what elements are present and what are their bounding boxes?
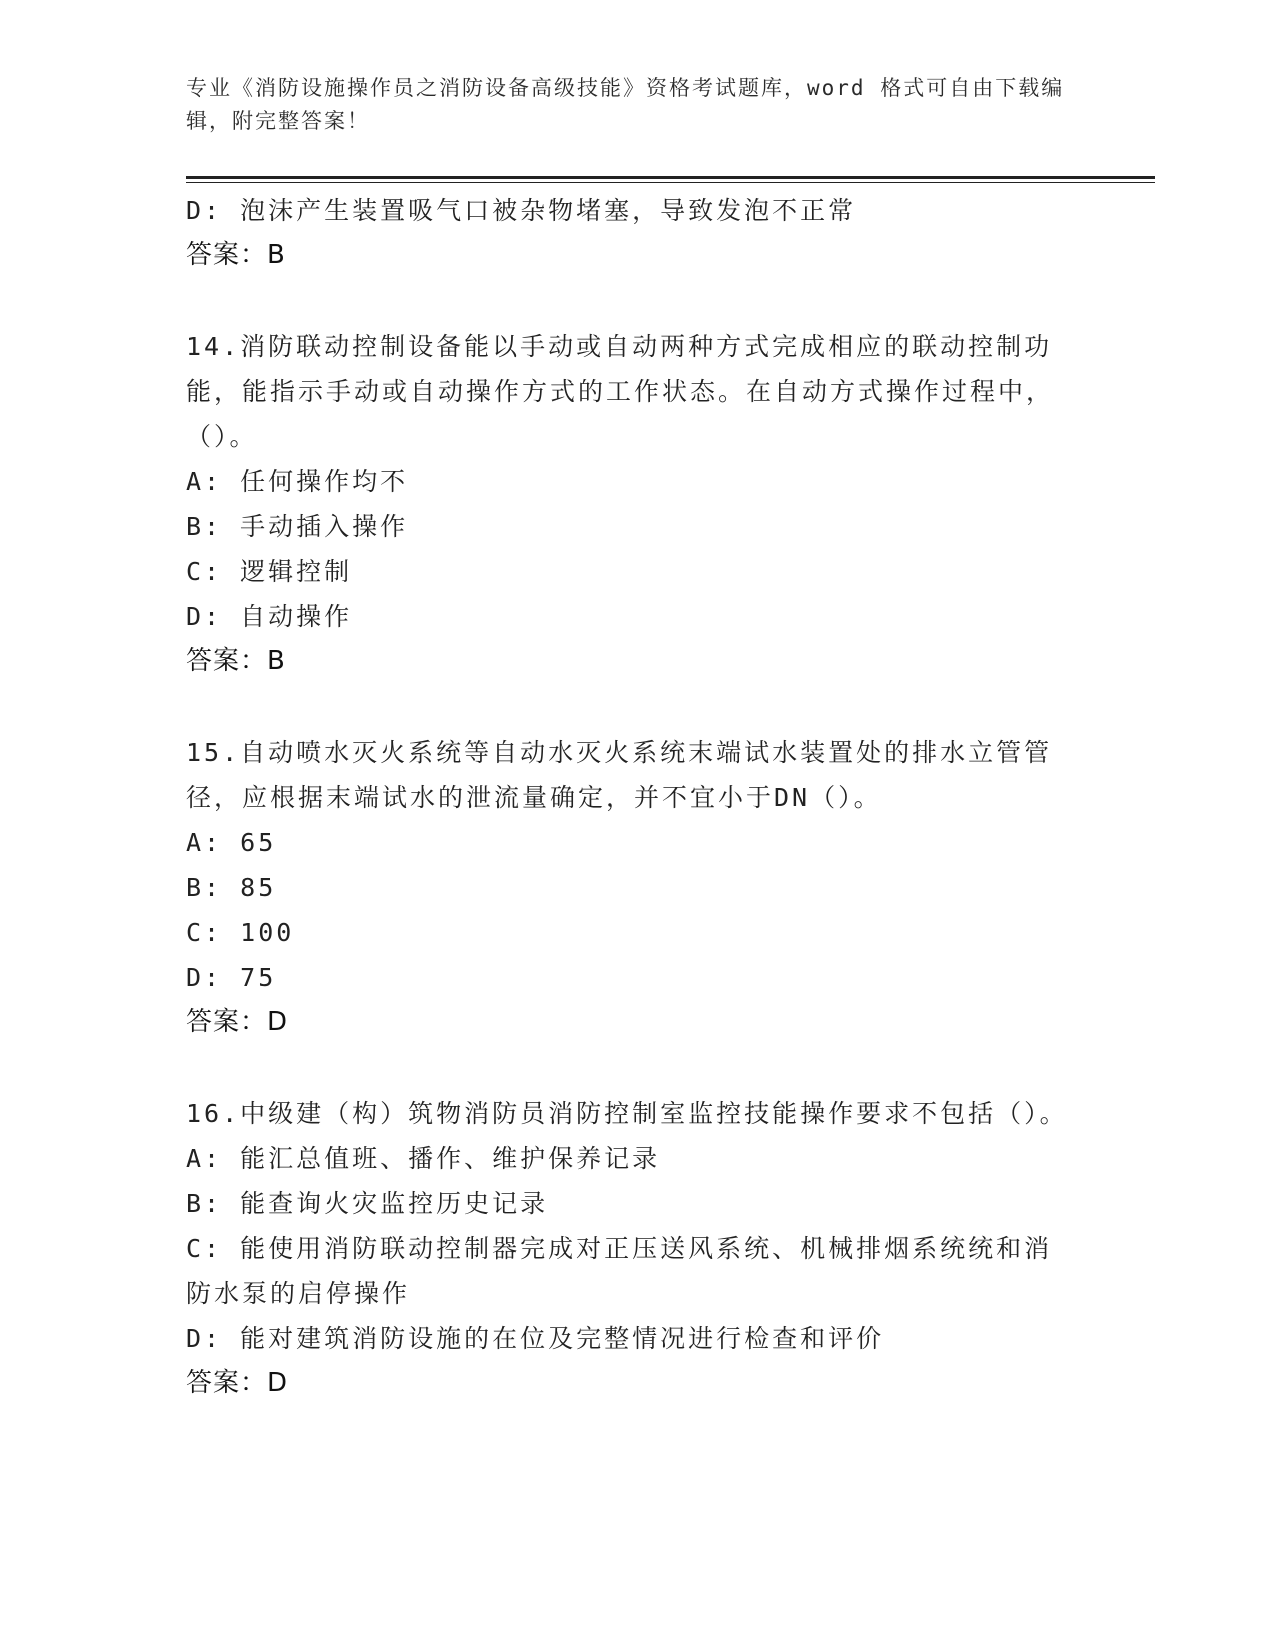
option-a: A: 任何操作均不	[186, 467, 409, 496]
option-d: D: 泡沫产生装置吸气口被杂物堵塞，导致发泡不正常	[186, 196, 857, 225]
question-14	[186, 324, 1076, 684]
answer-label: 答案：B	[186, 646, 286, 676]
answer-label: 答案：B	[186, 240, 286, 270]
answer-label: 答案：D	[186, 1007, 289, 1037]
header-divider-thick	[186, 176, 1155, 179]
option-c: C: 100	[186, 918, 295, 947]
option-d: D: 能对建筑消防设施的在位及完整情况进行检查和评价	[186, 1324, 885, 1353]
option-b: B: 能查询火灾监控历史记录	[186, 1189, 549, 1218]
option-c: C: 逻辑控制	[186, 557, 353, 586]
question-stem: 14.消防联动控制设备能以手动或自动两种方式完成相应的联动控制功能，能指示手动或自动操作方式的工作状态。在自动方式操作过程中，（）。	[186, 332, 1055, 451]
question-list	[186, 188, 1076, 1406]
option-d: D: 75	[186, 963, 277, 992]
option-a: A: 65	[186, 828, 277, 857]
answer-label: 答案：D	[186, 1368, 289, 1398]
previous-question-tail	[186, 188, 1076, 278]
question-15	[186, 730, 1076, 1045]
question-16	[186, 1091, 1076, 1406]
header-divider-thin	[186, 182, 1155, 183]
document-header: 专业《消防设施操作员之消防设备高级技能》资格考试题库，word 格式可自由下载编辑，附完整答案！	[186, 76, 1065, 133]
option-d: D: 自动操作	[186, 602, 353, 631]
option-c: C: 能使用消防联动控制器完成对正压送风系统、机械排烟系统统和消防水泵的启停操作	[186, 1234, 1053, 1308]
option-a: A: 能汇总值班、播作、维护保养记录	[186, 1144, 661, 1173]
question-stem: 15.自动喷水灭火系统等自动水灭火系统末端试水装置处的排水立管管径，应根据末端试水的泄流量确定，并不宜小于DN（）。	[186, 738, 1053, 812]
question-stem: 16.中级建（构）筑物消防员消防控制室监控技能操作要求不包括（）。	[186, 1099, 1068, 1128]
option-b: B: 手动插入操作	[186, 512, 409, 541]
option-b: B: 85	[186, 873, 277, 902]
